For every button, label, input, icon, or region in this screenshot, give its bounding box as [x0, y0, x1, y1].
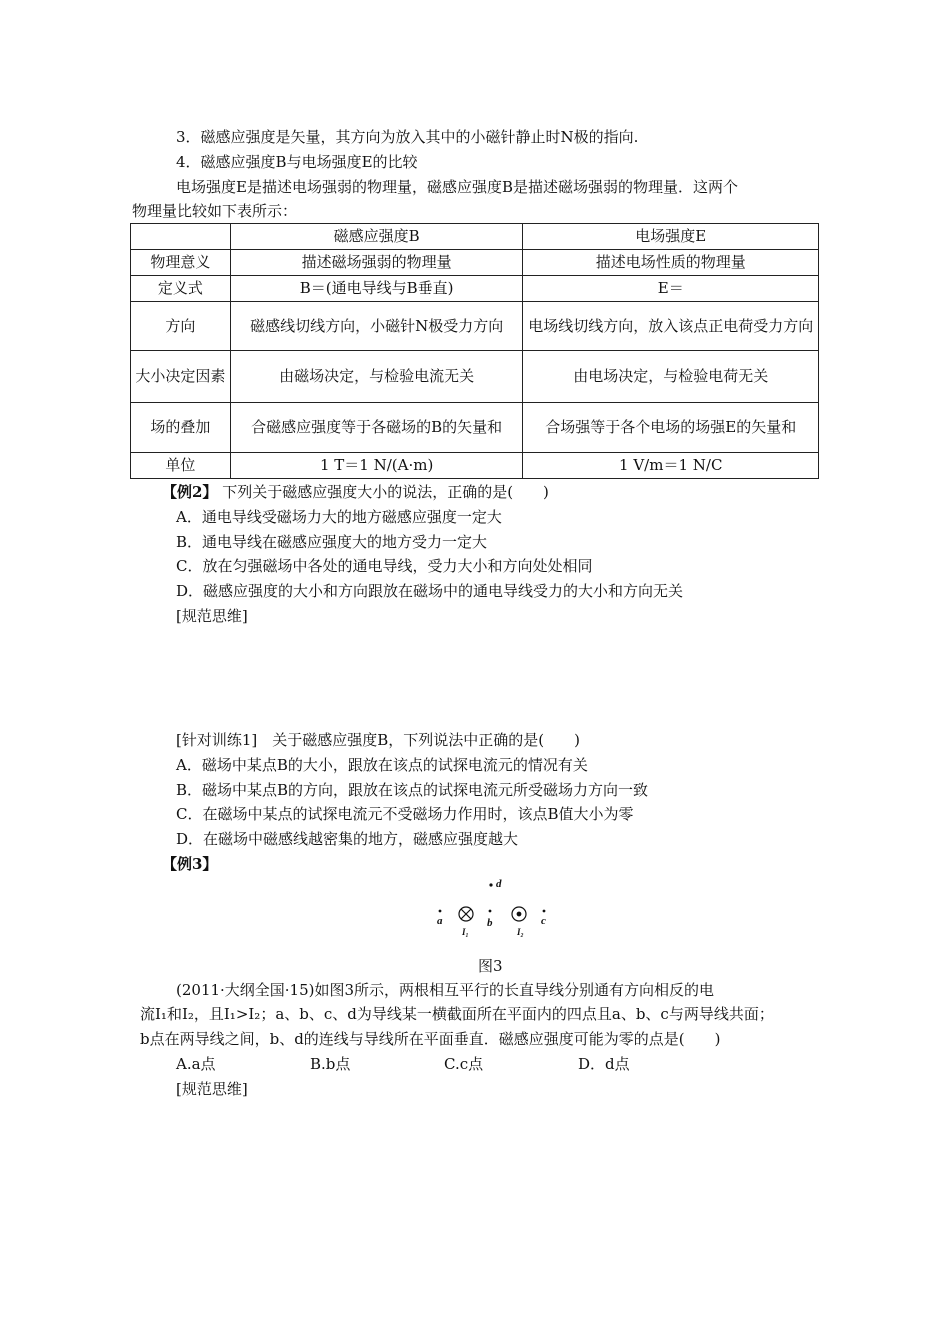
current-1-label: I₁: [462, 927, 469, 937]
table-cell: 由电场决定，与检验电荷无关: [523, 351, 819, 403]
point-c-label: c: [541, 915, 546, 927]
example3-option-c: C.c点: [444, 1055, 484, 1073]
figure-caption: 图3: [478, 957, 503, 975]
table-cell: 大小决定因素: [131, 351, 231, 403]
table-cell: 1 V/m＝1 N/C: [523, 453, 819, 479]
example2-option-c: C．放在匀强磁场中各处的通电导线，受力大小和方向处处相同: [176, 557, 593, 575]
table-row: [131, 453, 819, 479]
table-row: [131, 224, 819, 250]
point-a-dot: [439, 910, 442, 913]
example3-text-line1: (2011·大纲全国·15)如图3所示，两根相互平行的长直导线分别通有方向相反的电: [176, 981, 715, 999]
example3-text-line3: b点在两导线之间，b、d的连线与导线所在平面垂直．磁感应强度可能为零的点是( ): [140, 1030, 721, 1048]
example2-label: 【例2】: [162, 483, 218, 501]
point-a-label: a: [437, 915, 443, 927]
training1-question: [针对训练1] 关于磁感应强度B，下列说法中正确的是( ): [176, 731, 580, 749]
table-header: 电场强度E: [523, 224, 819, 250]
table-cell: E＝: [523, 276, 819, 302]
table-cell: 物理意义: [131, 250, 231, 276]
table-cell: 1 T＝1 N/(A·m): [230, 453, 523, 479]
paragraph-5-line2: 物理量比较如下表所示：: [132, 202, 298, 220]
example2-question: 下列关于磁感应强度大小的说法，正确的是( ): [217, 483, 549, 501]
table-cell: B＝(通电导线与B垂直): [230, 276, 523, 302]
example3-option-a: A.a点: [176, 1055, 216, 1073]
table-cell: 场的叠加: [131, 403, 231, 453]
example2-option-b: B．通电导线在磁感应强度大的地方受力一定大: [176, 533, 488, 551]
table-cell: 由磁场决定，与检验电流无关: [230, 351, 523, 403]
table-row: [131, 250, 819, 276]
table-row: [131, 302, 819, 351]
point-d-dot: [489, 883, 492, 886]
table-cell: 定义式: [131, 276, 231, 302]
training1-option-d: D．在磁场中磁感线越密集的地方，磁感应强度越大: [176, 830, 519, 848]
example3-option-d: D．d点: [578, 1055, 630, 1073]
point-b-label: b: [487, 917, 493, 929]
example2-option-a: A．通电导线受磁场力大的地方磁感应强度一定大: [176, 508, 502, 526]
current-2-label: I₂: [517, 927, 524, 937]
example3-options: [176, 1053, 630, 1075]
table-cell: 合场强等于各个电场的场强E的矢量和: [523, 403, 819, 453]
table-row: [131, 276, 819, 302]
example3-label: 【例3】: [162, 855, 218, 873]
table-cell: 磁感线切线方向，小磁针N极受力方向: [230, 302, 523, 351]
example2-thinking: [规范思维]: [176, 607, 248, 625]
table-cell: 方向: [131, 302, 231, 351]
wire-figure: [420, 870, 560, 940]
point-c-dot: [543, 910, 546, 913]
wire-1-into-page-icon: [459, 907, 473, 921]
comparison-table: [130, 223, 819, 479]
table-row: [131, 403, 819, 453]
table-cell: [131, 224, 231, 250]
table-cell: 合磁感应强度等于各磁场的B的矢量和: [230, 403, 523, 453]
training1-option-b: B．磁场中某点B的方向，跟放在该点的试探电流元所受磁场力方向一致: [176, 781, 649, 799]
point-d-label: d: [496, 878, 502, 890]
point-b-dot: [489, 910, 492, 913]
paragraph-4: 4．磁感应强度B与电场强度E的比较: [176, 153, 418, 171]
table-cell: 描述电场性质的物理量: [523, 250, 819, 276]
paragraph-5-line1: 电场强度E是描述电场强弱的物理量，磁感应强度B是描述磁场强弱的物理量．这两个: [176, 178, 738, 196]
wire-2-out-of-page-icon: [512, 907, 526, 921]
example3-option-b: B.b点: [310, 1055, 351, 1073]
table-row: [131, 351, 819, 403]
paragraph-3: 3．磁感应强度是矢量，其方向为放入其中的小磁针静止时N极的指向.: [176, 128, 639, 146]
table-cell: 描述磁场强弱的物理量: [230, 250, 523, 276]
table-header: 磁感应强度B: [230, 224, 523, 250]
training1-option-a: A．磁场中某点B的大小，跟放在该点的试探电流元的情况有关: [176, 756, 588, 774]
table-cell: 电场线切线方向，放入该点正电荷受力方向: [523, 302, 819, 351]
example2-header: [162, 481, 549, 503]
example2-option-d: D．磁感应强度的大小和方向跟放在磁场中的通电导线受力的大小和方向无关: [176, 582, 684, 600]
training1-option-c: C．在磁场中某点的试探电流元不受磁场力作用时，该点B值大小为零: [176, 805, 634, 823]
table-cell: 单位: [131, 453, 231, 479]
example3-thinking: [规范思维]: [176, 1080, 248, 1098]
example3-text-line2: 流I₁和I₂，且I₁>I₂；a、b、c、d为导线某一横截面所在平面内的四点且a、b、c与两导线共面；: [140, 1005, 774, 1023]
